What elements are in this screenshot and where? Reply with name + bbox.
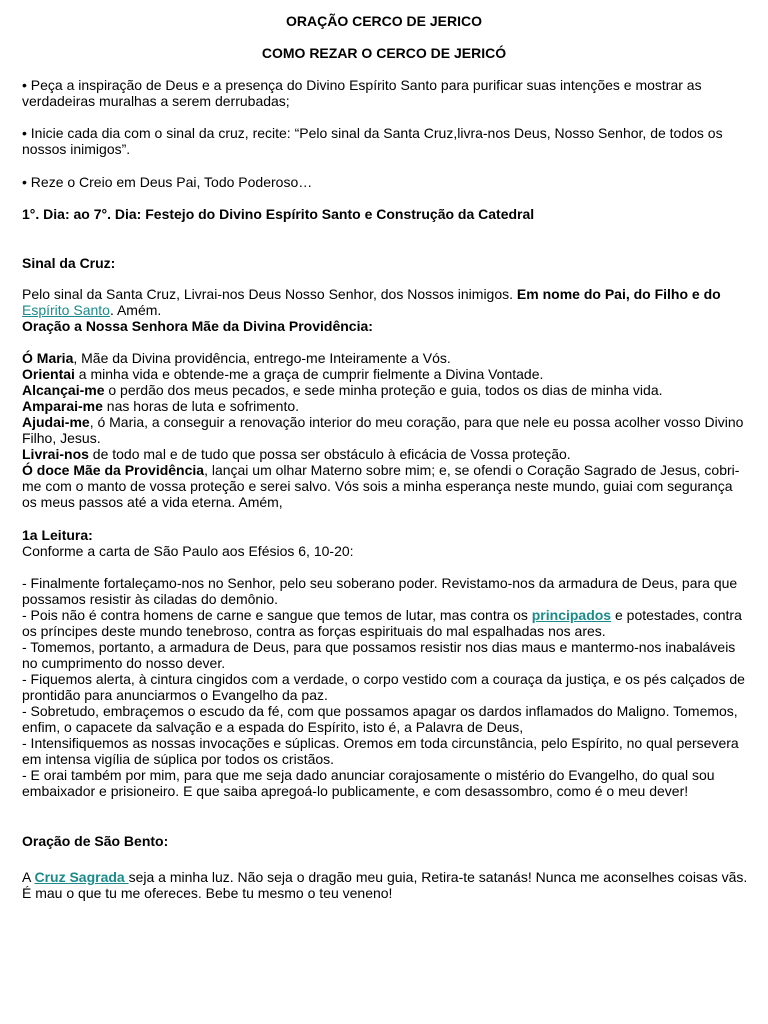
oracao-heading: Oração a Nossa Senhora Mãe da Divina Providência: [22,318,373,334]
bento-heading: Oração de São Bento: [22,833,169,849]
principados-link[interactable]: principados [531,607,612,623]
prayer-line [22,366,750,382]
document-title: ORAÇÃO CERCO DE JERICO [285,13,483,29]
prayer-line-bold: Orientai [22,366,75,382]
leitura-verse-text: - Pois não é contra homens de carne e sangue que temos de lutar, mas contra os [22,607,532,623]
leitura-verse [22,607,750,639]
sinal-text: Pelo sinal da Santa Cruz, Livrai-nos Deus Nosso Senhor, dos Nossos inimigos. [22,286,517,302]
prayer-line-bold: Livrai-nos [22,446,89,462]
section-heading: Sinal da Cruz: [22,255,116,271]
prayer-line-text: o perdão dos meus pecados, e sede minha proteção e guia, todos os dias de minha vida. [104,382,663,398]
prayer-line-text: a minha vida e obtende-me a graça de cumprir fielmente a Divina Vontade. [74,366,544,382]
instruction-bullet: • Peça a inspiração de Deus e a presença do Divino Espírito Santo para purificar suas intenções e mostrar as verdadeiras muralhas a serem derrubadas; [22,77,702,109]
prayer-line [22,414,750,446]
leitura-text [22,575,750,799]
cruz-sagrada-link[interactable]: Cruz Sagrada [34,869,129,885]
amem-text: . Amém. [109,302,162,318]
leitura-verse: - Tomemos, portanto, a armadura de Deus, para que possamos resistir nos dias maus e mantermo-nos inabaláveis no cumprimento do nosso dever. [22,639,736,671]
leitura-reference: Conforme a carta de São Paulo aos Efésios 6, 10-20: [22,543,354,559]
prayer-line-bold: Ajudai-me [22,414,90,430]
prayer-line-text: , lançai um olhar Materno sobre mim; e, se ofendi o Coração Sagrado de Jesus, cobri-me com o manto de vossa proteção e serei salvo. Vós sois a minha esperança neste mundo, guiai com segurança os meus passos até a vida eterna. Amém, [22,462,740,510]
leitura-verse: - Fiquemos alerta, à cintura cingidos com a verdade, o corpo vestido com a couraça da justiça, e os pés calçados de prontidão para anunciarmos o Evangelho da paz. [22,671,745,703]
prayer-line-bold: Amparai-me [22,398,103,414]
espirito-santo-link[interactable]: Espírito Santo [22,302,110,318]
prayer-line-text: de todo mal e de tudo que possa ser obstáculo à eficácia de Vossa proteção. [88,446,571,462]
sinal-da-cruz-text [22,286,750,334]
prayer-line [22,382,750,398]
prayer-line-text: , ó Maria, a conseguir a renovação interior do meu coração, para que nele eu possa acolher vosso Divino Filho, Jesus. [22,414,744,446]
leitura-verse-text: e potestades, contra os príncipes deste mundo tenebroso, contra as forças espirituais do mal espalhadas nos ares. [22,607,742,639]
days-heading: 1°. Dia: ao 7°. Dia: Festejo do Divino Espírito Santo e Construção da Catedral [22,206,535,222]
prayer-line [22,446,750,462]
oracao-text [22,350,750,510]
leitura-verse: - Intensifiquemos as nossas invocações e súplicas. Oremos em toda circunstância, pelo Espírito, no qual persevera em intensa vigília de súplica por todos os cristãos. [22,735,739,767]
bento-text [22,869,750,901]
prayer-line-bold: Ó Maria [22,350,74,366]
leitura-heading: 1a Leitura: [22,527,93,543]
leitura-section [22,527,750,559]
sinal-bold-text: Em nome do Pai, do Filho e do [516,286,721,302]
instruction-bullet: • Reze o Creio em Deus Pai, Todo Poderoso… [22,174,313,190]
prayer-line-text: , Mãe da Divina providência, entrego-me Inteiramente a Vós. [73,350,451,366]
prayer-line-text: nas horas de luta e sofrimento. [102,398,300,414]
leitura-verse: - Sobretudo, embraçemos o escudo da fé, com que possamos apagar os dardos inflamados do Maligno. Tomemos, enfim, o capacete da salvação e a espada do Espírito, isto é, a Palavra de Deus, [22,703,738,735]
prayer-line [22,398,750,414]
bento-text-body: seja a minha luz. Não seja o dragão meu guia, Retira-te satanás! Nunca me aconselhes coisas vãs. É mau o que tu me ofereces. Bebe tu mesmo o teu veneno! [22,869,748,901]
leitura-verse: - Finalmente fortaleçamo-nos no Senhor, pelo seu soberano poder. Revistamo-nos da armadura de Deus, para que possamos resistir às ciladas do demônio. [22,575,738,607]
leitura-verse: - E orai também por mim, para que me seja dado anunciar corajosamente o mistério do Evangelho, do qual sou embaixador e prisioneiro. E que saiba apregoá-lo publicamente, e com desassombro, como é o meu dever! [22,767,715,799]
bento-text-start: A [22,869,35,885]
prayer-line-bold: Ó doce Mãe da Providência [22,462,205,478]
prayer-line [22,350,750,366]
prayer-line-bold: Alcançai-me [22,382,105,398]
prayer-line [22,462,750,510]
instruction-bullet: • Inicie cada dia com o sinal da cruz, recite: “Pelo sinal da Santa Cruz,livra-nos Deus, Nosso Senhor, de todos os nossos inimigos”. [22,125,723,157]
document-subtitle: COMO REZAR O CERCO DE JERICÓ [261,45,507,61]
